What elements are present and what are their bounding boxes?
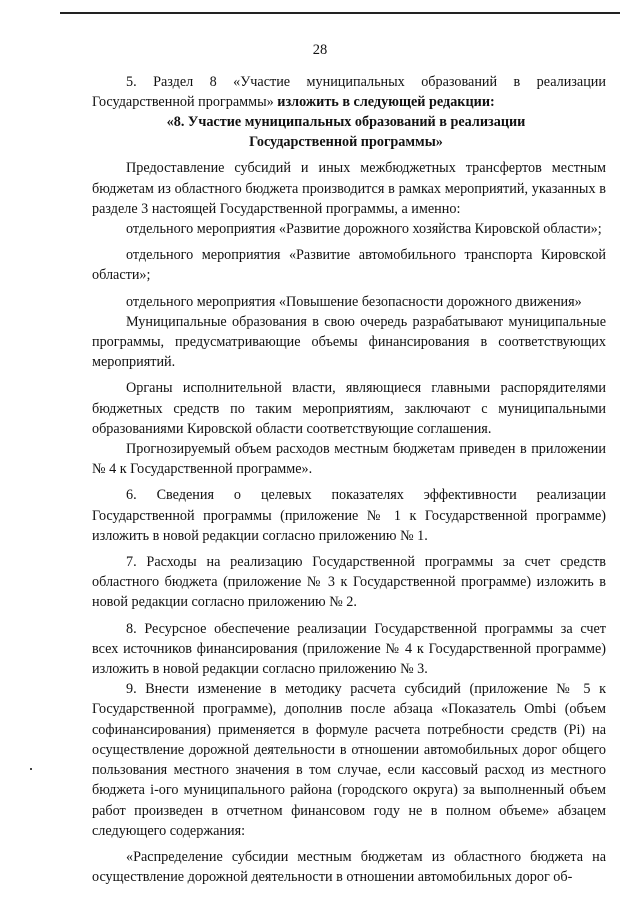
paragraph: Прогнозируемый объем расходов местным бюджетам приведен в приложении № 4 к Государственной программе». [92, 441, 606, 478]
paragraph-list-item: отдельного мероприятия «Развитие автомобильного транспорта Кировской области»; [92, 247, 606, 284]
paragraph-item-5 [92, 72, 606, 112]
paragraph-list-item: отдельного мероприятия «Повышение безопасности дорожного движения» [126, 293, 582, 310]
top-border-line [60, 12, 620, 14]
paragraph-text: 5. Раздел 8 «Участие муниципальных образований в реализации Государственной программы» [92, 74, 606, 111]
paragraph-bold-tail: изложить в следующей редакции: [273, 94, 495, 111]
paragraph-list-item: отдельного мероприятия «Развитие дорожного хозяйства Кировской области»; [126, 221, 602, 238]
page-number: 28 [312, 42, 328, 58]
paragraph: Органы исполнительной власти, являющиеся главными распорядителями бюджетных средств по таким мероприятиям, заключают с муниципальными образованиями Кировской области соответствующие соглашения. [92, 380, 606, 437]
document-body [92, 72, 606, 887]
paragraph-item-6: 6. Сведения о целевых показателях эффективности реализации Государственной программы (приложение № 1 к Государственной программе) изложить в новой редакции согласно приложению № 1. [92, 487, 606, 544]
paragraph-quote: «Распределение субсидии местным бюджетам из областного бюджета на осуществление дорожной деятельности в отношении автомобильных дорог об- [92, 848, 606, 886]
paragraph-item-9: 9. Внести изменение в методику расчета субсидий (приложение № 5 к Государственной программе), дополнив после абзаца «Показатель Ombi (объем софинансирования) применяется в формуле расчета потребности средств (Pi) на осуществление дорожной деятельности в отношении автомобильных дорог общего пользования местного значения в том случае, если кассовый расход из местного бюджета i-ого муниципального района (городского округа) за выполненный объем работ произведен в отчетном финансовом году не в полном объеме» абзацем следующего содержания: [92, 681, 606, 839]
paragraph-item-8: 8. Ресурсное обеспечение реализации Государственной программы за счет всех источников финансирования (приложение № 4 к Государственной программе) изложить в новой редакции согласно приложению № 3. [92, 620, 606, 678]
section-heading: «8. Участие муниципальных образований в реализации Государственной программы» [166, 114, 526, 151]
paragraph: Предоставление субсидий и иных межбюджетных трансфертов местным бюджетам из областного бюджета производится в рамках мероприятий, указанных в разделе 3 настоящей Государственной программы, а именно: [92, 160, 606, 217]
paragraph-item-7: 7. Расходы на реализацию Государственной программы за счет средств областного бюджета (приложение № 3 к Государственной программе) изложить в новой редакции согласно приложению № 2. [92, 554, 606, 611]
scan-speck [30, 768, 32, 770]
paragraph: Муниципальные образования в свою очередь разрабатывают муниципальные программы, предусматривающие объемы финансирования в соответствующих мероприятий. [92, 313, 606, 371]
